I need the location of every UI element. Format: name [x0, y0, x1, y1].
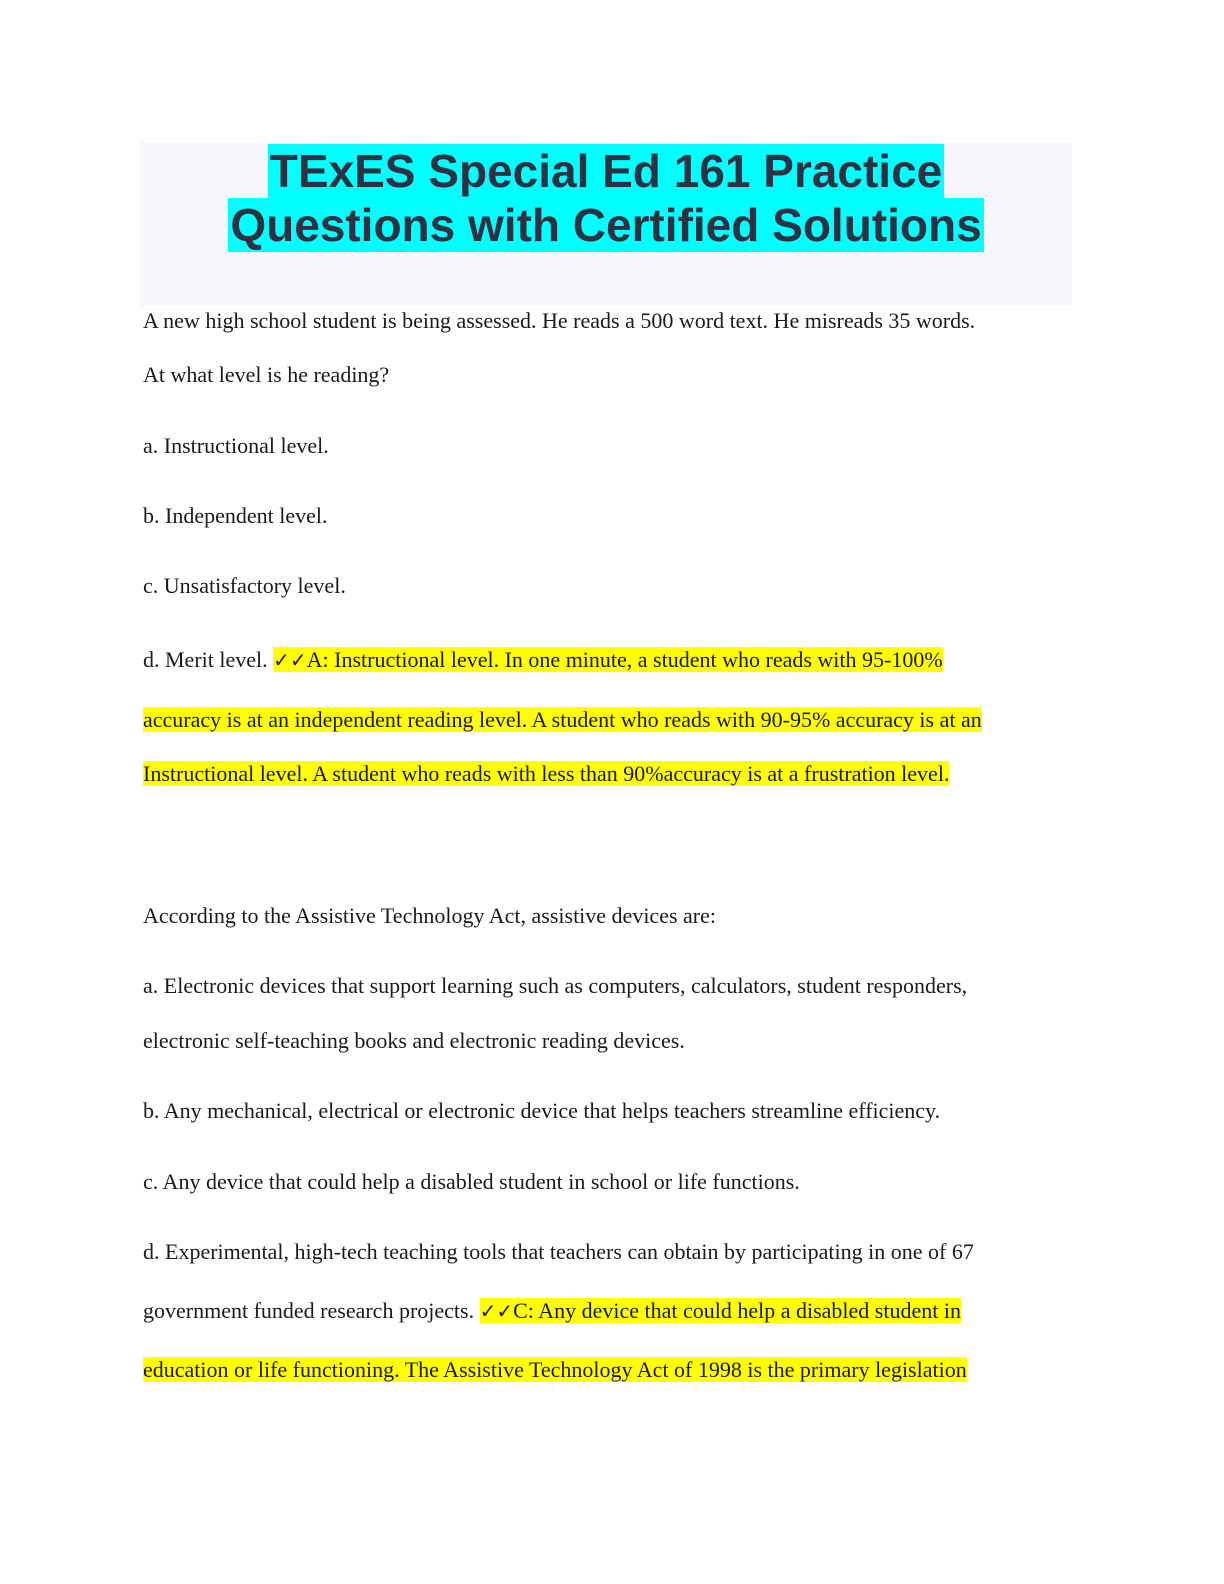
q2-answer-line-1: C: Any device that could help a disabled student in	[513, 1298, 961, 1323]
q1-option-a: a. Instructional level.	[143, 433, 329, 458]
double-check-icon: ✓✓	[273, 648, 307, 672]
double-check-icon: ✓✓	[479, 1299, 514, 1323]
q1-option-d: d. Merit level.	[143, 647, 268, 672]
q2-option-a-line-2: electronic self-teaching books and electronic reading devices.	[143, 1028, 685, 1053]
q1-stem-line-1: A new high school student is being assessed. He reads a 500 word text. He misreads 35 words.	[143, 308, 976, 333]
document-title-line-2: Questions with Certified Solutions	[230, 199, 982, 251]
q2-option-d-line-2: government funded research projects.	[143, 1298, 475, 1323]
q2-option-d-line-2-row	[143, 1296, 961, 1326]
q1-option-d-line	[143, 645, 943, 675]
q1-answer-line-2: accuracy is at an independent reading level. A student who reads with 90-95% accuracy is at an	[143, 707, 982, 732]
document-title-block	[140, 142, 1072, 306]
q1-stem-line-2: At what level is he reading?	[143, 362, 390, 387]
q1-answer-line-3-row	[143, 759, 949, 789]
q2-answer-line-2-row	[143, 1355, 967, 1385]
q2-option-b: b. Any mechanical, electrical or electronic device that helps teachers streamline efficiency.	[143, 1098, 941, 1123]
q1-answer-line-2-row	[143, 705, 982, 735]
document-title-line-1: TExES Special Ed 161 Practice	[269, 145, 943, 197]
q2-answer-line-2: education or life functioning. The Assistive Technology Act of 1998 is the primary legislation	[143, 1357, 967, 1382]
q2-answer-highlight	[480, 1298, 961, 1323]
q1-answer-highlight	[273, 647, 943, 672]
q1-answer-line-1: A: Instructional level. In one minute, a student who reads with 95-100%	[306, 647, 943, 672]
q2-option-d-line-1: d. Experimental, high-tech teaching tools that teachers can obtain by participating in one of 67	[143, 1239, 974, 1264]
q1-option-b: b. Independent level.	[143, 503, 328, 528]
q2-stem: According to the Assistive Technology Act, assistive devices are:	[143, 903, 716, 928]
q1-answer-line-3: Instructional level. A student who reads with less than 90%accuracy is at a frustration level.	[143, 761, 950, 786]
q1-option-c: c. Unsatisfactory level.	[143, 573, 346, 598]
q2-option-a-line-1: a. Electronic devices that support learning such as computers, calculators, student responders,	[143, 973, 968, 998]
q2-option-c: c. Any device that could help a disabled student in school or life functions.	[143, 1169, 800, 1194]
